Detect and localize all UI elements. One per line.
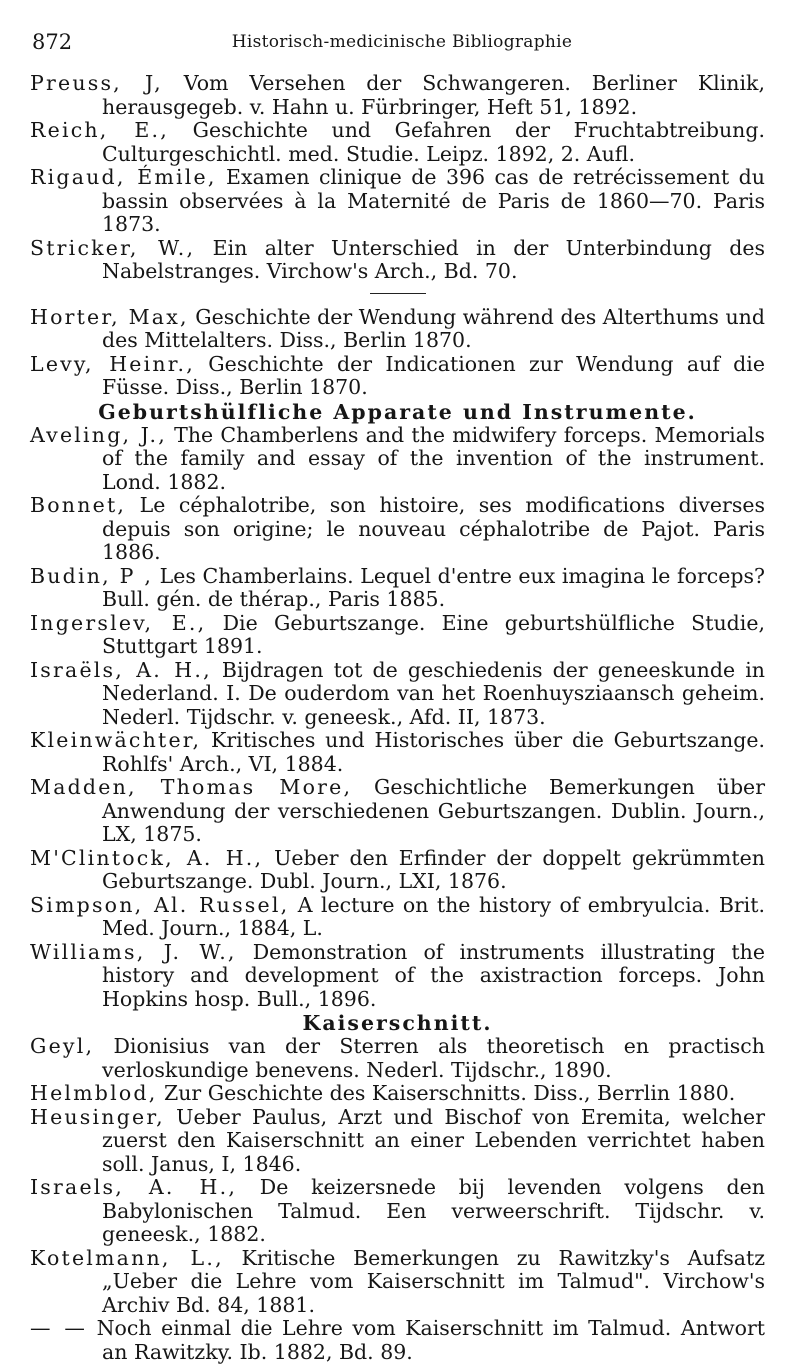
entry-text: De keizersnede bij levenden volgens den Babylonischen Talmud. Een verweerschrift. Tijdschr. v. geneesk., 1882. bbox=[102, 1175, 765, 1246]
bibliography-entry bbox=[30, 894, 765, 941]
entry-author: Israels, A. H., bbox=[30, 1175, 238, 1199]
bibliography-entry bbox=[30, 237, 765, 284]
entry-author: Geyl, bbox=[30, 1034, 95, 1058]
entry-author: Heusinger, bbox=[30, 1104, 165, 1129]
bibliography-entry bbox=[30, 1247, 765, 1318]
entry-text: Demonstration of instruments illustrating the history and development of the axistraction forceps. John Hopkins hosp. Bull., 1896. bbox=[102, 939, 765, 1011]
section-heading-instruments: Geburtshülfliche Apparate und Instrumente. bbox=[98, 399, 697, 424]
bibliography-entry bbox=[30, 72, 765, 119]
bibliography-entry bbox=[30, 1106, 765, 1177]
entry-author: Preuss, J, bbox=[30, 71, 163, 95]
entry-author: Rigaud, Émile, bbox=[30, 165, 217, 189]
bibliography-entry bbox=[30, 306, 765, 353]
section-heading-caesarean: Kaiserschnitt. bbox=[302, 1011, 493, 1035]
bibliography-entry bbox=[30, 776, 765, 847]
entry-text: Les Chamberlains. Lequel d'entre eux imagina le forceps? Bull. gén. de thérap., Paris 1885. bbox=[102, 563, 765, 611]
bibliography-entry bbox=[30, 941, 765, 1012]
entry-author: Israëls, A. H., bbox=[30, 657, 212, 682]
entry-text: Ueber den Erfinder der doppelt gekrümmten Geburtszange. Dubl. Journ., LXI, 1876. bbox=[102, 845, 765, 893]
entry-text: Geschichte der Indicationen zur Wendung auf die Füsse. Diss., Berlin 1870. bbox=[102, 351, 765, 399]
caesarean-section bbox=[30, 1035, 765, 1364]
entry-author: Aveling, J., bbox=[30, 422, 167, 447]
entry-text: Geschichte und Gefahren der Fruchtabtreibung. Culturgeschichtl. med. Studie. Leipz. 1892, 2. Aufl. bbox=[102, 118, 766, 166]
page-header bbox=[32, 30, 772, 56]
entry-text: Examen clinique de 396 cas de retrécissement du bassin observées à la Maternité de Paris de 1860—70. Paris 1873. bbox=[102, 165, 765, 236]
bibliography-entry bbox=[30, 659, 765, 730]
bibliography-entry bbox=[30, 729, 765, 776]
instruments-section bbox=[30, 424, 765, 1012]
entry-author: Kleinwächter, bbox=[30, 728, 202, 752]
entry-text: Noch einmal die Lehre vom Kaiserschnitt im Talmud. Antwort an Rawitzky. Ib. 1882, Bd. 89. bbox=[87, 1316, 765, 1364]
entry-author: Williams, J. W., bbox=[30, 939, 237, 964]
bibliography-entry bbox=[30, 1035, 765, 1082]
entry-text: Ein alter Unterschied in der Unterbindung des Nabelstranges. Virchow's Arch., Bd. 70. bbox=[102, 235, 765, 283]
entry-author: Simpson, Al. Russel, bbox=[30, 892, 290, 917]
entry-text: Dionisius van der Sterren als theoretisch en practisch verloskundige benevens. Nederl. Tijdschr., 1890. bbox=[94, 1034, 765, 1082]
entry-author: Madden, Thomas More, bbox=[30, 775, 353, 799]
bibliography-entry bbox=[30, 612, 765, 659]
entry-author: Ingerslev, E., bbox=[30, 610, 207, 635]
entry-text: Ueber Paulus, Arzt und Bischof von Eremita, welcher zuerst den Kaiserschnitt an einer Lebenden verrichtet haben soll. Janus, I, 1846. bbox=[102, 1104, 765, 1176]
entry-author: Budin, P , bbox=[30, 563, 154, 588]
entry-text: Geschichtliche Bemerkungen über Anwendung der verschiedenen Geburtszangen. Dublin. Journ., LX, 1875. bbox=[102, 775, 765, 846]
entry-author: Stricker, W., bbox=[30, 235, 196, 260]
section-divider bbox=[370, 293, 426, 294]
entry-author: — — bbox=[30, 1316, 88, 1340]
entry-text: Die Geburtszange. Eine geburtshülfliche Studie, Stuttgart 1891. bbox=[102, 610, 765, 658]
bibliography-entry bbox=[30, 847, 765, 894]
entry-text: Zur Geschichte des Kaiserschnitts. Diss., Berrlin 1880. bbox=[157, 1081, 736, 1105]
bibliography-entry bbox=[30, 166, 765, 237]
entry-author: Levy, Heinr., bbox=[30, 351, 195, 376]
entry-text: Le céphalotribe, son histoire, ses modifications diverses depuis son origine; le nouveau céphalotribe de Pajot. Paris 1886. bbox=[102, 493, 765, 564]
entry-text: Geschichte der Wendung während des Alterthums und des Mittelalters. Diss., Berlin 1870. bbox=[102, 304, 765, 352]
bibliography-entry bbox=[30, 119, 765, 166]
running-title: Historisch-medicinische Bibliographie bbox=[231, 32, 573, 52]
entry-group-2 bbox=[30, 306, 765, 400]
bibliography-entry bbox=[30, 1176, 765, 1247]
bibliography-entry bbox=[30, 1082, 765, 1106]
entry-text: Vom Versehen der Schwangeren. Berliner Klinik, herausgegeb. v. Hahn u. Fürbringer, Heft 51, 1892. bbox=[102, 71, 765, 119]
entry-text: Bijdragen tot de geschiedenis der geneeskunde in Nederland. I. De ouderdom van het Roenhuysziaansch geheim. Nederl. Tijdschr. v. geneesk., Afd. II, 1873. bbox=[102, 657, 765, 729]
entry-author: Reich, E., bbox=[30, 118, 169, 142]
bibliography-content bbox=[30, 72, 765, 1364]
entry-text: Kritische Bemerkungen zu Rawitzky's Aufsatz „Ueber die Lehre vom Kaiserschnitt im Talmud". Virchow's Archiv Bd. 84, 1881. bbox=[102, 1245, 766, 1317]
entry-author: Helmblod, bbox=[30, 1081, 158, 1105]
page-number: 872 bbox=[32, 30, 73, 54]
entry-author: Horter, Max, bbox=[30, 304, 189, 329]
entry-author: Kotelmann, L., bbox=[30, 1245, 224, 1270]
entry-text: Kritisches und Historisches über die Geburtszange. Rohlfs' Arch., VI, 1884. bbox=[102, 728, 765, 776]
bibliography-entry bbox=[30, 494, 765, 565]
entry-group-1 bbox=[30, 72, 765, 284]
bibliography-entry bbox=[30, 424, 765, 495]
entry-author: Bonnet, bbox=[30, 493, 127, 517]
entry-text: A lecture on the history of embryulcia. Brit. Med. Journ., 1884, L. bbox=[102, 892, 765, 940]
entry-author: M'Clintock, A. H., bbox=[30, 845, 264, 870]
bibliography-entry bbox=[30, 565, 765, 612]
entry-text: The Chamberlens and the midwifery forceps. Memorials of the family and essay of the invention of the instrument. Lond. 1882. bbox=[102, 422, 766, 494]
bibliography-entry bbox=[30, 353, 765, 400]
